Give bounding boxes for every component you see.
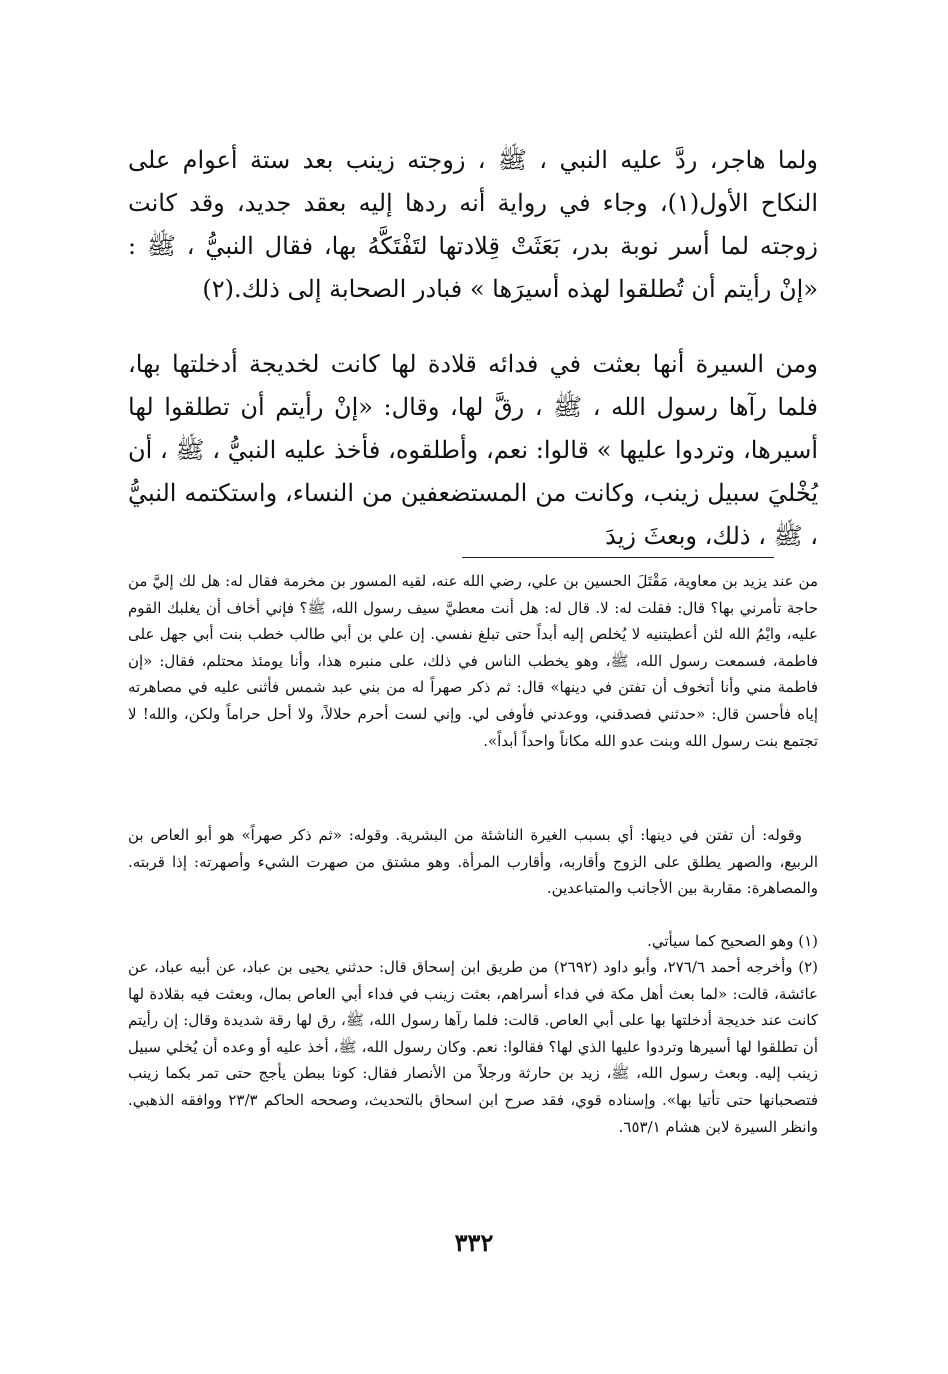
footnote-2: (٢) وأخرجه أحمد ٢٧٦/٦، وأبو داود (٢٦٩٢) من طريق ابن إسحاق قال: حدثني يحيى بن عباد، عن أبيه عباد، عن عائشة، قالت: «لما بعث أهل مكة في فداء أسراهم، بعثت زينب في فداء أبي العاص بمال، وبعثت فيه بقلادة لها كانت عند خديجة أدخلتها بها على أبي العاص. قالت: فلما رآها رسول الله، ﷺ، رق لها رقة شديدة وقال: إن رأيتم أن تطلقوا لها أسيرها وتردوا عليها الذي لها؟ فقالوا: نعم. وكان رسول الله، ﷺ، أخذ عليه أو وعده أن يُخلي سبيل زينب إليه. وبعث رسول الله، ﷺ، زيد بن حارثة ورجلاً من الأنصار فقال: كونا ببطن يأجج حتى تمر بكما زينب فتصحبانها حتى تأتيا بها». وإسناده قوي، فقد صرح ابن اسحاق بالتحديث، وصححه الحاكم ٢٣/٣ ووافقه الذهبي. وانظر السيرة لابن هشام ٦٥٣/١. <box>128 958 819 1136</box>
footnote-separator <box>462 557 774 558</box>
footnote-1: (١) وهو الصحيح كما سيأتي. <box>647 932 818 950</box>
footnote-continuation: من عند يزيد بن معاوية، مَقْتَلَ الحسين بن علي، رضي الله عنه، لقيه المسور بن مخرمة فقال له: هل لك إليَّ من حاجة تأمرني بها؟ قال: فقلت له: لا. قال له: هل أنت معطيَّ سيف رسول الله، ﷺ؟ فإني أخاف أن يغلبك القوم عليه، وايْمُ الله لئن أعطيتنيه لا يُخلص إليه أبداً حتى تبلغ نفسي. إن علي بن أبي طالب خطب بنت أبي جهل على فاطمة، فسمعت رسول الله، ﷺ، وهو يخطب الناس في ذلك، على منبره هذا، وأنا يومئذ محتلم، فقال: «إن فاطمة مني وأنا أتخوف أن تفتن في دينها» قال: ثم ذكر صهراً له من بني عبد شمس فأثنى عليه في مصاهرته إياه فأحسن قال: «حدثني فصدقني، ووعدني فأوفى لي. وإني لست أحرم حلالاً، ولا أحل حراماً ولكن، والله! لا تجتمع بنت رسول الله وبنت عدو الله مكاناً واحداً أبداً». <box>128 572 818 750</box>
footnote-explanation: وقوله: أن تفتن في دينها: أي بسبب الغيرة الناشئة من البشرية. وقوله: «ثم ذكر صهراً» هو أبو العاص بن الربيع، والصهر يطلق على الزوج وأقاربه، وأقارب المرأة. وهو مشتق من صهرت الشيء وأصهرته: إذا قربته. والمصاهرة: مقاربة بين الأجانب والمتباعدين. <box>128 826 818 898</box>
main-paragraph-2: ومن السيرة أنها بعثت في فدائه قلادة لها كانت لخديجة أدخلتها بها، فلما رآها رسول الله ، ﷺ ، رقَّ لها، وقال: «إنْ رأيتم أن تطلقوا لها أسيرها، وتردوا عليها » قالوا: نعم، وأطلقوه، فأخذ عليه النبيُّ ، ﷺ ، أن يُخْليَ سبيل زينب، وكانت من المستضعفين من النساء، واستكتمه النبيُّ ، ﷺ ، ذلك، وبعثَ زيدَ <box>128 350 818 550</box>
main-paragraph-1: ولما هاجر، ردَّ عليه النبي ، ﷺ ، زوجته زينب بعد ستة أعوام على النكاح الأول(١)، وجاء في رواية أنه ردها إليه بعقد جديد، وقد كانت زوجته لما أسر نوبة بدر، بَعَثَتْ قِلادتها لتَفْتَكَّهُ بها، فقال النبيُّ ، ﷺ : «إنْ رأيتم أن تُطلقوا لهذه أسيرَها » فبادر الصحابة إلى ذلك.(٢) <box>128 146 818 303</box>
page-number: ٣٣٢ <box>454 1228 494 1257</box>
